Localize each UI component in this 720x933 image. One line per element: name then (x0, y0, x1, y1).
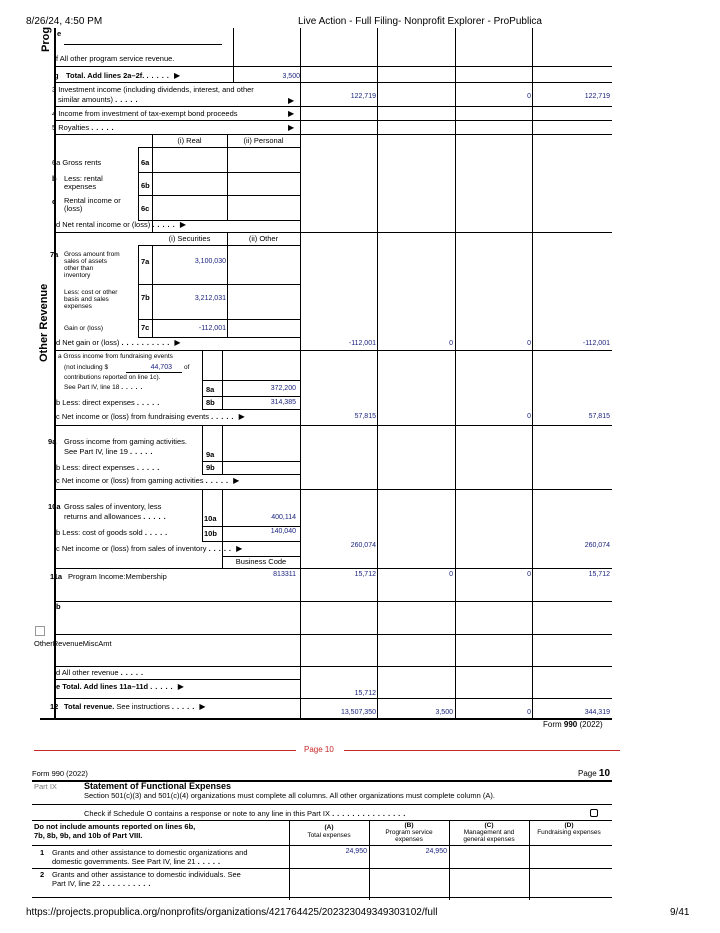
part9-form-id: Form 990 (2022) (32, 769, 88, 778)
col-d-border (532, 28, 533, 718)
line-3: 3 Investment income (including dividends, interest, and other (52, 85, 254, 94)
line-12-col-a: 13,507,350 (340, 709, 376, 716)
part9-line-1-col-a: 24,950 (345, 848, 367, 855)
line-6a: 6a Gross rents (52, 158, 102, 167)
line-9c: c Net income or (loss) from gaming activities ..... ▶ (56, 476, 240, 485)
line-3-col-a: 122,719 (350, 93, 376, 100)
line-11d: d All other revenue ..... (56, 668, 147, 677)
line-8b-value: 314,385 (270, 399, 296, 406)
line-3-col-d: 122,719 (584, 93, 610, 100)
broken-image-icon (35, 626, 45, 636)
line-8c-col-d: 57,815 (588, 413, 610, 420)
col-c-border (455, 28, 456, 718)
line-4: 4 Income from investment of tax-exempt bond proceeds (52, 109, 238, 118)
line-5: 5 Royalties ..... (52, 123, 117, 132)
part9-schedule-o-check: Check if Schedule O contains a response or note to any line in this Part IX ............... (84, 809, 409, 818)
part9-note: Do not include amounts reported on lines 6b, (34, 822, 196, 831)
line-11a-col-c: 0 (527, 571, 531, 578)
line-12: Total revenue. See instructions ..... ▶ (64, 702, 206, 711)
broken-image-alt: OtherRevenueMiscAmt (34, 639, 112, 648)
part9-title: Statement of Functional Expenses (84, 781, 232, 791)
part9-line-1-col-b: 24,950 (425, 848, 447, 855)
line-7c: Gain or (loss) (64, 325, 104, 332)
line-7d-col-d: -112,001 (582, 340, 610, 347)
line-10a: Gross sales of inventory, less (64, 502, 162, 511)
part9-line-1: Grants and other assistance to domestic organizations and (52, 848, 248, 857)
line-2f: f All other program service revenue. (56, 54, 175, 63)
col-b-border (377, 28, 378, 718)
line-11a-col-a: 15,712 (354, 571, 376, 578)
print-datetime: 8/26/24, 4:50 PM (26, 16, 103, 27)
business-code-header: Business Code (235, 557, 287, 566)
line-12-col-b: 3,500 (435, 709, 453, 716)
print-page-count: 9/41 (670, 907, 690, 918)
line-7d-col-c: 0 (527, 340, 531, 347)
form-footer: Form 990 (2022) (543, 720, 603, 729)
col-other-header: (ii) Other (248, 234, 279, 243)
part9-line-2: Grants and other assistance to domestic individuals. See (52, 870, 241, 879)
line-7d-col-a: -112,001 (348, 340, 376, 347)
print-page-title: Live Action - Full Filing- Nonprofit Explorer - ProPublica (298, 16, 542, 27)
line-10b-value: 140,040 (270, 528, 296, 535)
line-12-col-c: 0 (527, 709, 531, 716)
line-7d: d Net gain or (loss) .......... ▶ (56, 338, 181, 347)
line-6b: Less: rental expenses (64, 174, 103, 192)
line-12-col-d: 344,319 (584, 709, 610, 716)
line-8c-col-a: 57,815 (354, 413, 376, 420)
line-11e: e Total. Add lines 11a–11d ..... ▶ (56, 682, 184, 691)
line-7b: Less: cost or other basis and sales expenses (64, 289, 118, 310)
line-11a-business-code: 813311 (273, 571, 296, 578)
line-11a: Program Income:Membership (68, 572, 167, 581)
side-label-other-revenue: Other Revenue (38, 283, 50, 362)
col-personal-header: (ii) Personal (243, 136, 284, 145)
line-8a-value: 372,200 (270, 385, 296, 392)
line-7a-value: 3,100,030 (194, 258, 226, 265)
line-3-col-c: 0 (527, 93, 531, 100)
col-a-border (300, 28, 301, 718)
part9-subtitle: Section 501(c)(3) and 501(c)(4) organizations must complete all columns. All other organizations must complete column (A). (84, 791, 496, 800)
col-real-header: (i) Real (177, 136, 202, 145)
schedule-o-checkbox[interactable] (590, 809, 598, 817)
line-10b: b Less: cost of goods sold ..... (56, 528, 171, 537)
col-c-management: Management and general expenses (463, 829, 515, 843)
col-b-program-service: Program service expenses (385, 829, 433, 843)
line-10c-col-a: 260,074 (350, 542, 376, 549)
line-7a: Gross amount from sales of assets other than inventory (64, 251, 120, 279)
line-2g-value: 3,500 (282, 73, 300, 80)
part9-label: Part IX (34, 782, 57, 791)
line-8a: a Gross income from fundraising events (58, 353, 173, 360)
side-label-prog: Prog (40, 26, 52, 52)
col-securities-header: (i) Securities (168, 234, 211, 243)
line-8c-col-c: 0 (527, 413, 531, 420)
line-2g: Total. Add lines 2a–2f. ..... ▶ (66, 71, 181, 80)
line-11e-col-a: 15,712 (354, 690, 376, 697)
col-d-fundraising: Fundraising expenses (537, 829, 601, 836)
print-url: https://projects.propublica.org/nonprofits/organizations/421764425/202323049349303102/full (26, 907, 438, 918)
part9-page: Page 10 (578, 768, 611, 779)
line-9b: b Less: direct expenses ..... (56, 463, 163, 472)
line-10a-value: 400,114 (271, 514, 296, 521)
line-7c-value: -112,001 (198, 325, 226, 332)
line-7d-col-b: 0 (449, 340, 453, 347)
col-a-total-expenses: Total expenses (307, 832, 351, 839)
page-separator-label: Page 10 (304, 745, 334, 754)
line-9a: Gross income from gaming activities. (64, 437, 187, 446)
line-10c-col-d: 260,074 (584, 542, 610, 549)
line-11a-col-d: 15,712 (588, 571, 610, 578)
line-8c: c Net income or (loss) from fundraising events ..... ▶ (56, 412, 245, 421)
line-8b: b Less: direct expenses ..... (56, 398, 163, 407)
line-7b-value: 3,212,031 (194, 295, 226, 302)
line-6c: Rental income or (loss) (64, 196, 121, 214)
line-6d: d Net rental income or (loss) ..... ▶ (56, 220, 186, 229)
line-11a-col-b: 0 (449, 571, 453, 578)
line-10c: c Net income or (loss) from sales of inventory ..... ▶ (56, 544, 243, 553)
line-8a-contrib-amount: 44,703 (150, 364, 172, 371)
